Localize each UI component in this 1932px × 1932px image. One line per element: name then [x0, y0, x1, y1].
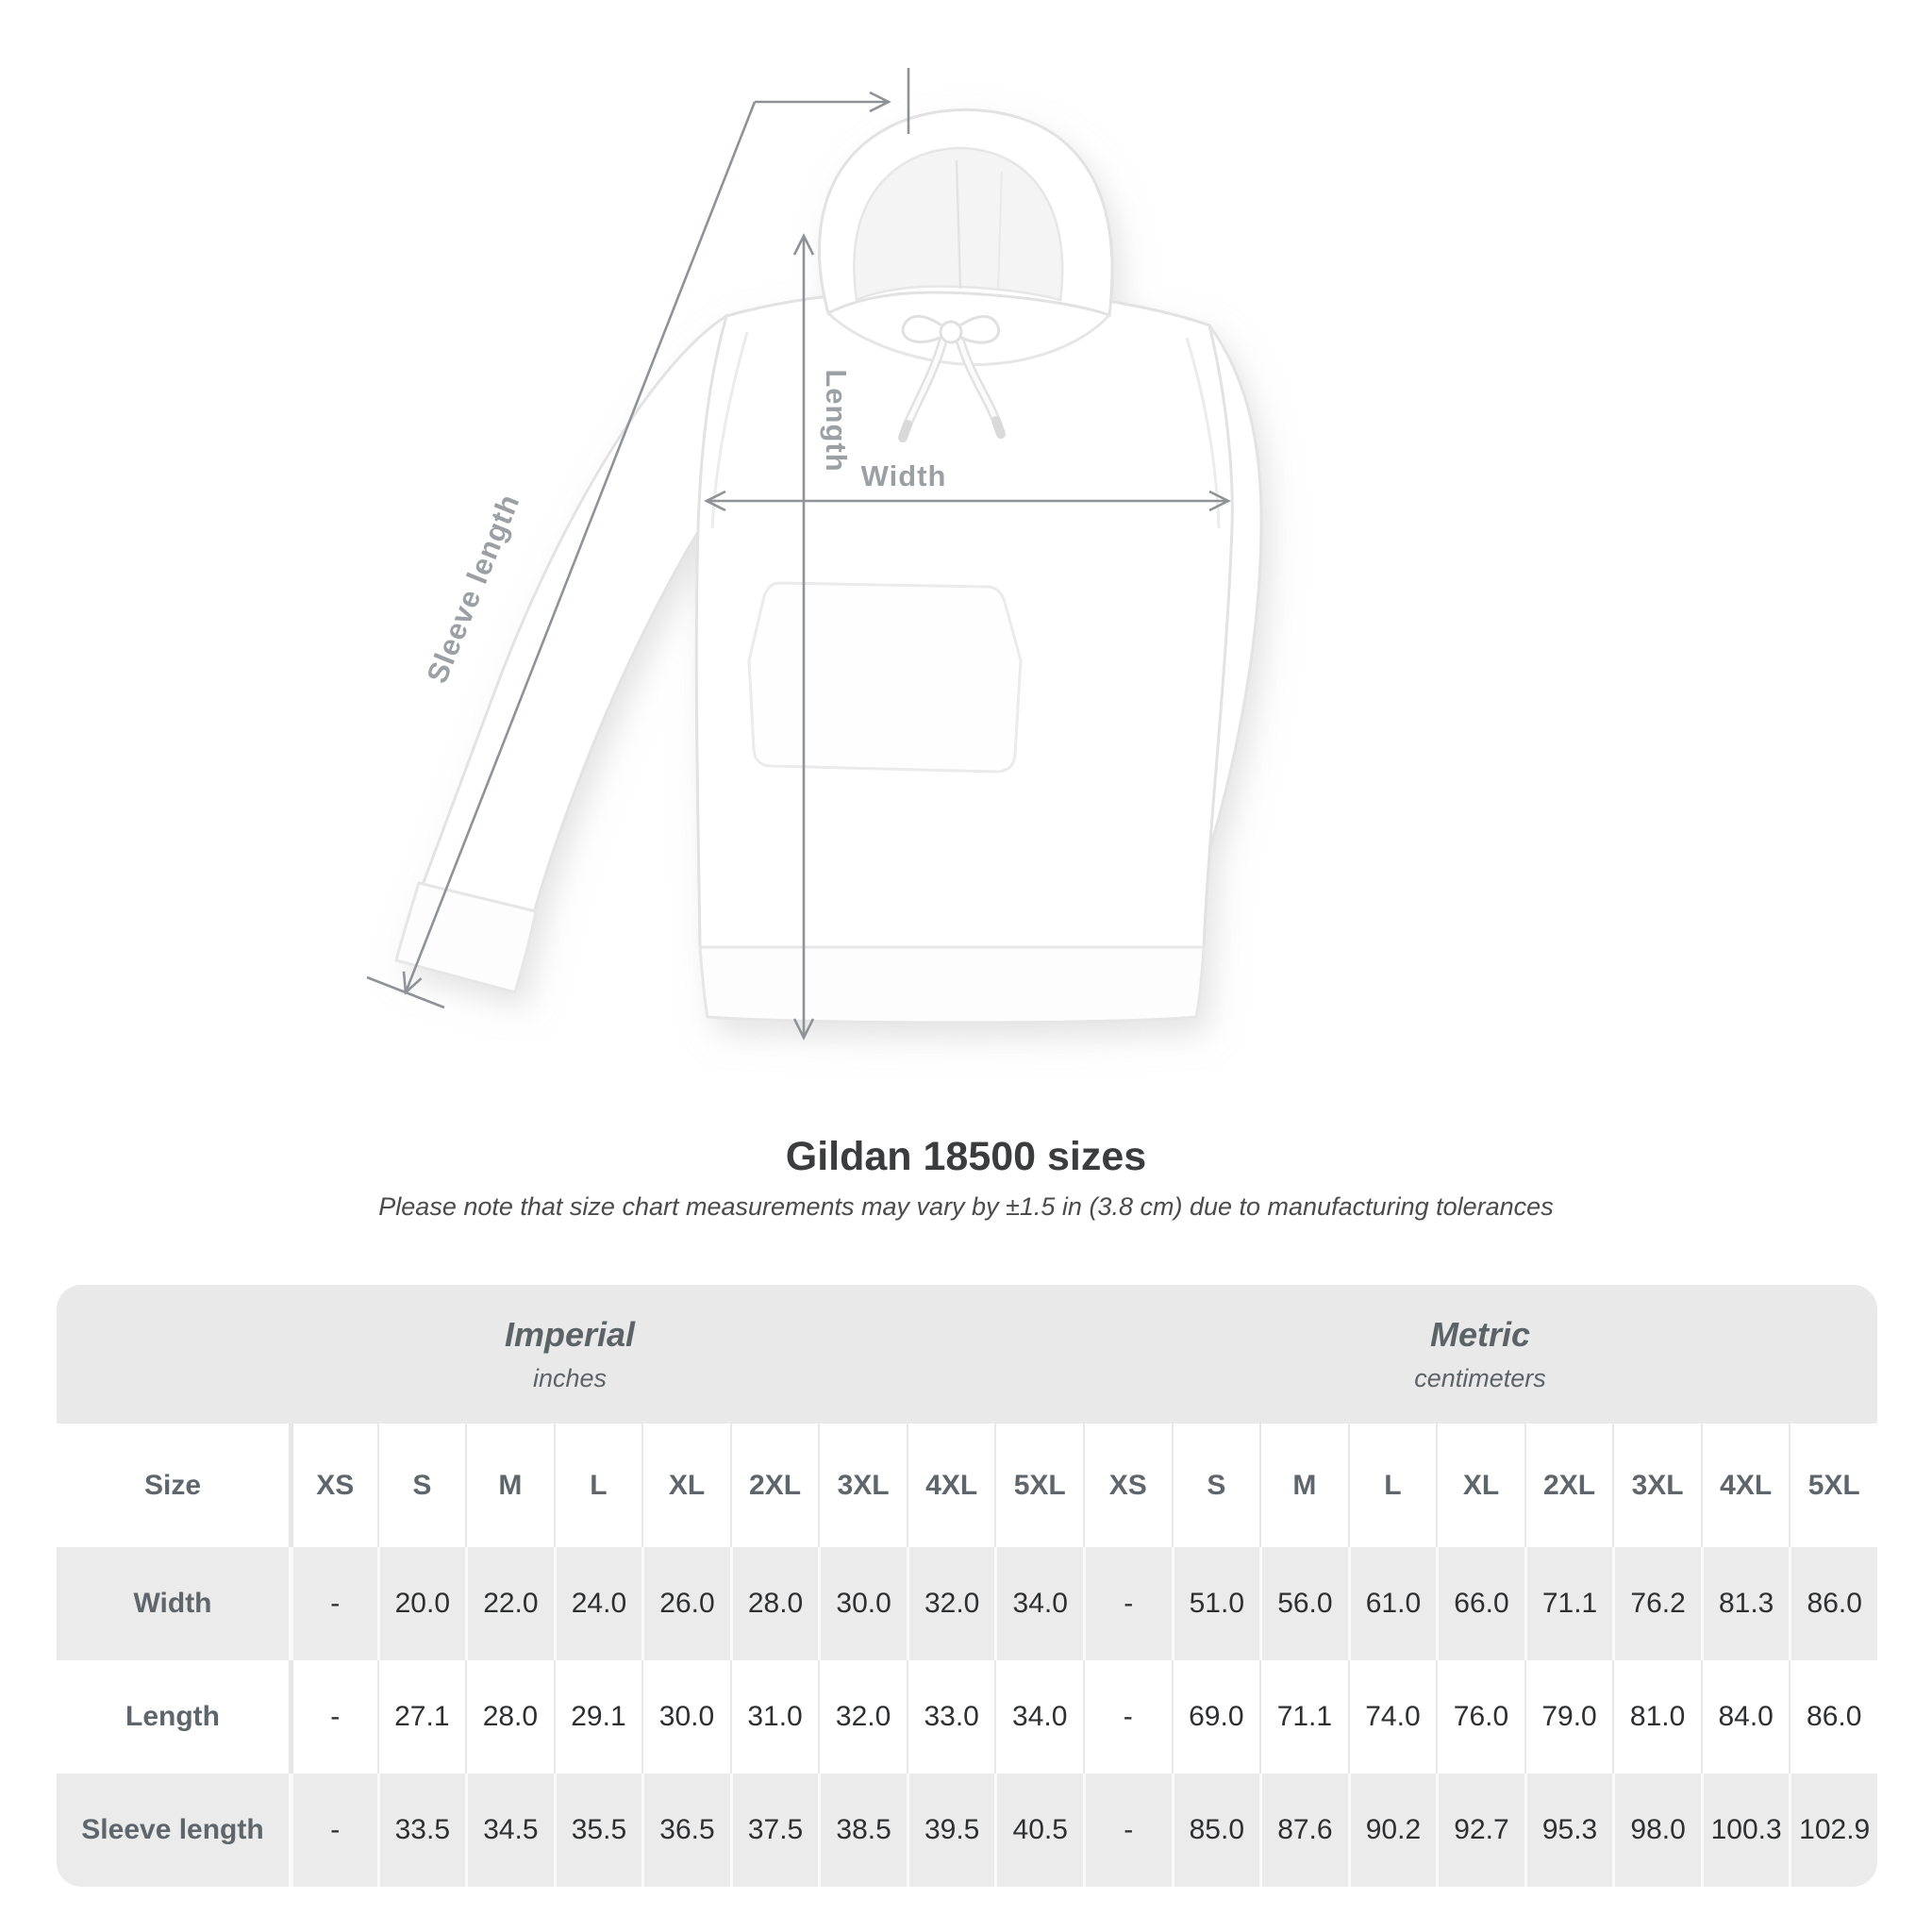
row-label: Sleeve length	[81, 1814, 264, 1845]
size-value-cell: 81.3	[1701, 1547, 1790, 1660]
size-column-header: XS	[1083, 1424, 1172, 1547]
page-subtitle: Please note that size chart measurements may vary by ±1.5 in (3.8 cm) due to manufacturing tolerances	[378, 1192, 1554, 1221]
imperial-title: Imperial	[504, 1315, 636, 1354]
size-table	[57, 1285, 1877, 1887]
size-value-cell: 38.5	[818, 1774, 907, 1887]
size-value-cell: 22.0	[465, 1547, 554, 1660]
size-value-cell: 30.0	[641, 1660, 730, 1774]
table-row-sleeve-length	[57, 1774, 1877, 1887]
table-row-length	[57, 1660, 1877, 1774]
unit-group-imperial	[57, 1285, 1083, 1424]
page-title: Gildan 18500 sizes	[785, 1134, 1147, 1179]
size-value-cell: 81.0	[1612, 1660, 1701, 1774]
size-header-cell: Size	[143, 1469, 202, 1501]
row-label: Width	[133, 1588, 212, 1619]
size-column-header: 4XL	[907, 1424, 995, 1547]
size-column-header: 3XL	[1612, 1424, 1701, 1547]
size-value-cell: 31.0	[730, 1660, 819, 1774]
size-value-cell: -	[289, 1547, 377, 1660]
size-value-cell: 102.9	[1789, 1774, 1877, 1887]
size-value-cell: 56.0	[1259, 1547, 1348, 1660]
size-value-cell: 79.0	[1524, 1660, 1613, 1774]
size-value-cell: 84.0	[1701, 1660, 1790, 1774]
size-column-header: M	[465, 1424, 554, 1547]
size-value-cell: 86.0	[1789, 1547, 1877, 1660]
size-value-cell: 35.5	[554, 1774, 642, 1887]
length-label: Length	[820, 369, 853, 473]
size-value-cell: 87.6	[1259, 1774, 1348, 1887]
size-column-header: 5XL	[994, 1424, 1083, 1547]
size-value-cell: 26.0	[641, 1547, 730, 1660]
size-column-header: 5XL	[1789, 1424, 1877, 1547]
size-value-cell: 37.5	[730, 1774, 819, 1887]
size-column-header: S	[1172, 1424, 1260, 1547]
size-value-cell: 90.2	[1348, 1774, 1437, 1887]
unit-group-metric	[1083, 1285, 1877, 1424]
hoodie-body-group	[396, 109, 1261, 1023]
size-value-cell: -	[1083, 1547, 1172, 1660]
size-value-cell: 33.5	[377, 1774, 466, 1887]
size-value-cell: 34.0	[994, 1660, 1083, 1774]
size-value-cell: 20.0	[377, 1547, 466, 1660]
size-value-cell: 71.1	[1259, 1660, 1348, 1774]
size-column-header: 2XL	[730, 1424, 819, 1547]
size-value-cell: 95.3	[1524, 1774, 1613, 1887]
unit-band	[57, 1285, 1877, 1424]
size-value-cell: -	[1083, 1774, 1172, 1887]
size-value-cell: -	[289, 1774, 377, 1887]
size-value-cell: 74.0	[1348, 1660, 1437, 1774]
metric-unit: centimeters	[1414, 1364, 1546, 1392]
size-value-cell: 29.1	[554, 1660, 642, 1774]
size-value-cell: 34.0	[994, 1547, 1083, 1660]
size-column-header: 2XL	[1524, 1424, 1613, 1547]
size-value-cell: 36.5	[641, 1774, 730, 1887]
size-value-cell: -	[289, 1660, 377, 1774]
width-label: Width	[860, 459, 947, 492]
metric-title: Metric	[1429, 1315, 1531, 1354]
size-column-header: XL	[1436, 1424, 1524, 1547]
size-value-cell: 28.0	[730, 1547, 819, 1660]
size-value-cell: 30.0	[818, 1547, 907, 1660]
size-value-cell: 32.0	[818, 1660, 907, 1774]
size-column-header: L	[1348, 1424, 1437, 1547]
size-value-cell: 92.7	[1436, 1774, 1524, 1887]
size-value-cell: 39.5	[907, 1774, 995, 1887]
size-value-cell: 85.0	[1172, 1774, 1260, 1887]
row-label: Length	[125, 1701, 220, 1732]
size-value-cell: 86.0	[1789, 1660, 1877, 1774]
size-column-header: L	[554, 1424, 642, 1547]
size-column-header: XS	[289, 1424, 377, 1547]
size-column-header: S	[377, 1424, 466, 1547]
size-value-cell: 24.0	[554, 1547, 642, 1660]
table-row-width	[57, 1547, 1877, 1660]
size-value-cell: 34.5	[465, 1774, 554, 1887]
size-column-header: 4XL	[1701, 1424, 1790, 1547]
size-value-cell: 28.0	[465, 1660, 554, 1774]
imperial-unit: inches	[532, 1364, 608, 1392]
size-value-cell: 66.0	[1436, 1547, 1524, 1660]
size-value-cell: 76.2	[1612, 1547, 1701, 1660]
size-value-cell: 98.0	[1612, 1774, 1701, 1887]
size-value-cell: 61.0	[1348, 1547, 1437, 1660]
size-column-header: 3XL	[818, 1424, 907, 1547]
size-column-header: M	[1259, 1424, 1348, 1547]
size-value-cell: 32.0	[907, 1547, 995, 1660]
size-value-cell: -	[1083, 1660, 1172, 1774]
size-value-cell: 40.5	[994, 1774, 1083, 1887]
size-value-cell: 69.0	[1172, 1660, 1260, 1774]
size-value-cell: 100.3	[1701, 1774, 1790, 1887]
size-value-cell: 71.1	[1524, 1547, 1613, 1660]
size-value-cell: 33.0	[907, 1660, 995, 1774]
size-column-header: XL	[641, 1424, 730, 1547]
size-header-row	[57, 1424, 1877, 1547]
size-value-cell: 76.0	[1436, 1660, 1524, 1774]
size-value-cell: 27.1	[377, 1660, 466, 1774]
sleeve-length-label: Sleeve length	[420, 489, 526, 689]
size-value-cell: 51.0	[1172, 1547, 1260, 1660]
